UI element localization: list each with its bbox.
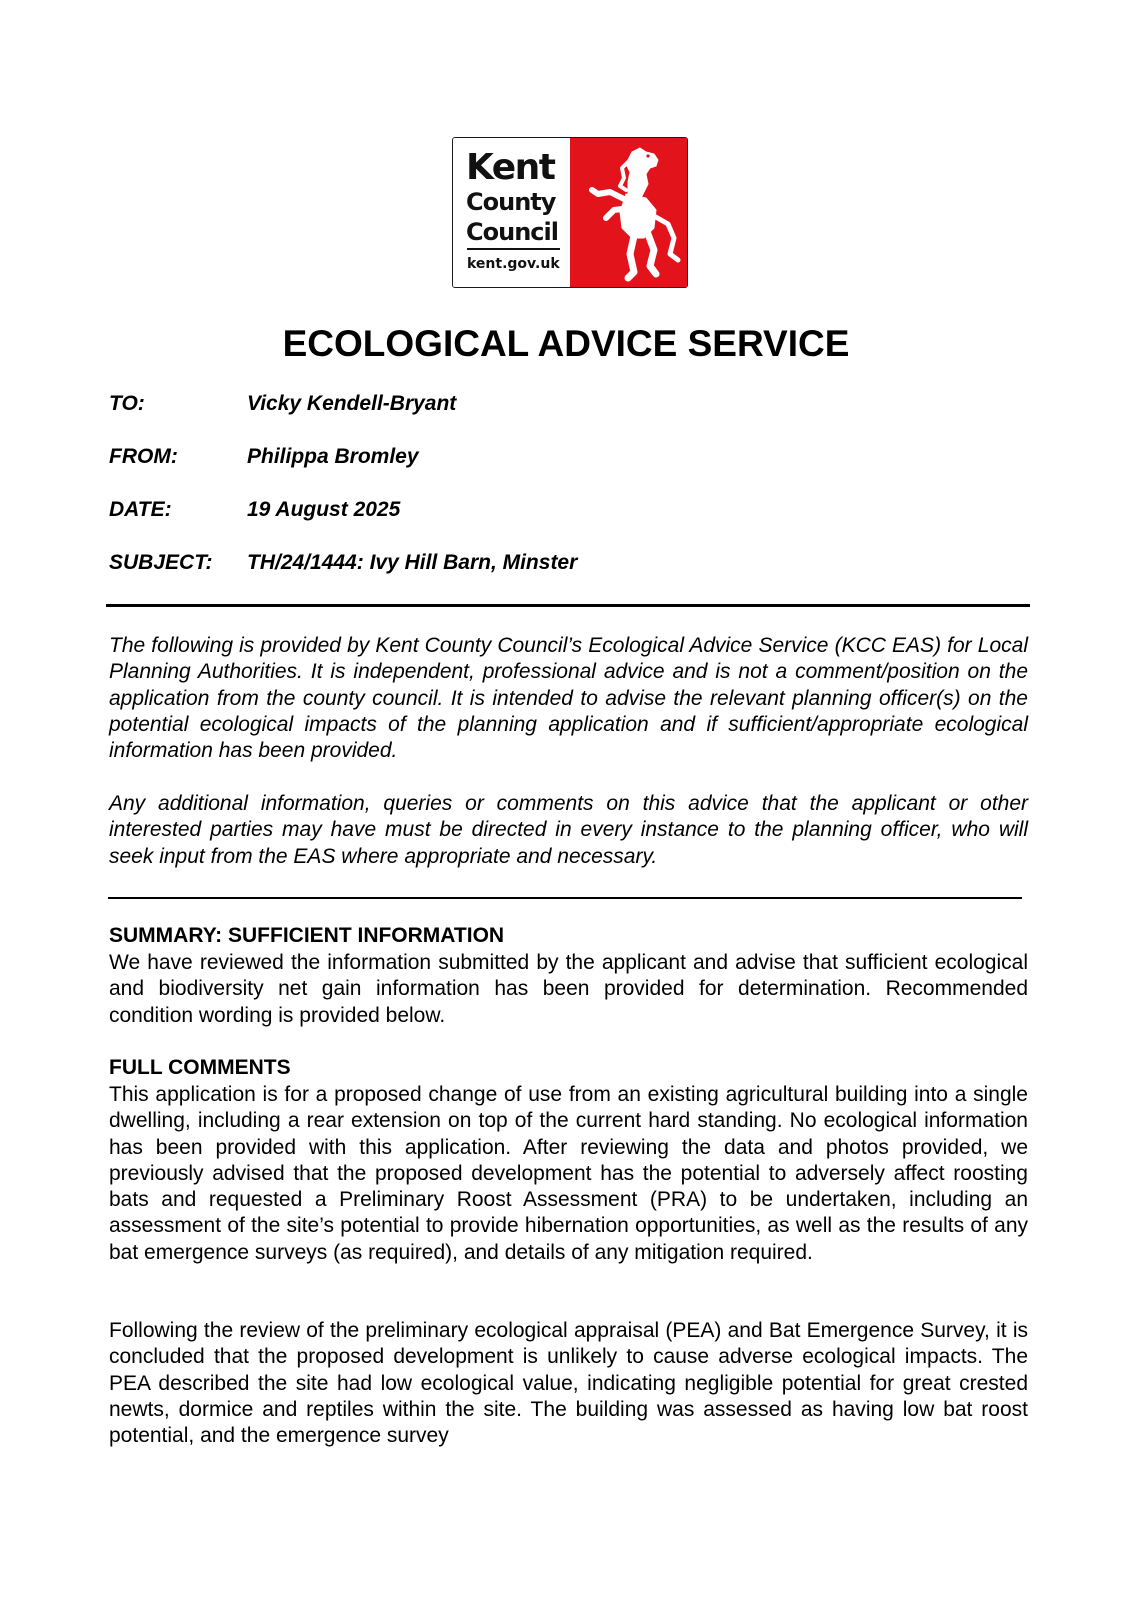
memo-to-label: TO: (109, 392, 145, 415)
logo-line-county: County (466, 188, 556, 216)
memo-to-row (109, 391, 456, 417)
page-title: ECOLOGICAL ADVICE SERVICE (282, 323, 850, 364)
memo-date-value: 19 August 2025 (247, 498, 401, 521)
full-comments-heading: FULL COMMENTS (109, 1056, 291, 1079)
white-horse-icon (570, 138, 688, 288)
summary-text: We have reviewed the information submitted by the applicant and advise that sufficient ecological and biodiversity net gain information has been provided for determination. Recommended condition wording is provided below. (109, 951, 1028, 1027)
header-divider (106, 604, 1030, 607)
logo-wordmark (453, 138, 570, 287)
kent-county-council-logo (452, 137, 688, 288)
memo-subject-value: TH/24/1444: Ivy Hill Barn, Minster (247, 551, 578, 574)
memo-subject-row (109, 550, 577, 576)
summary-heading: SUMMARY: SUFFICIENT INFORMATION (109, 924, 505, 947)
memo-from-row (109, 444, 419, 470)
logo-emblem-panel (570, 138, 687, 287)
disclaimer-divider (108, 897, 1022, 899)
memo-from-value: Philippa Bromley (247, 445, 419, 468)
memo-subject-label: SUBJECT: (109, 551, 213, 574)
memo-date-label: DATE: (109, 498, 172, 521)
disclaimer-paragraph-2: Any additional information, queries or comments on this advice that the applicant or other interested parties may have must be directed in every instance to the planning officer, who will seek input from the EAS where appropriate and necessary. (109, 792, 1028, 868)
disclaimer-paragraph-1: The following is provided by Kent County Council’s Ecological Advice Service (KCC EAS) for Local Planning Authorities. It is independent, professional advice and is not a comment/position on the application from the county council. It is intended to advise the relevant planning officer(s) on the potential ecological impacts of the planning application and if sufficient/appropriate ecological information has been provided. (109, 634, 1028, 763)
full-comments-paragraph-2: Following the review of the preliminary ecological appraisal (PEA) and Bat Emergence Survey, it is concluded that the proposed development is unlikely to cause adverse ecological impacts. The PEA described the site had low ecological value, indicating negligible potential for great crested newts, dormice and reptiles within the site. The building was assessed as having low bat roost potential, and the emergence survey (109, 1319, 1028, 1448)
memo-date-row (109, 497, 400, 523)
full-comments-paragraph-1: This application is for a proposed change of use from an existing agricultural building into a single dwelling, including a rear extension on top of the current hard standing. No ecological information has been provided with this application. After reviewing the data and photos provided, we previously advised that the proposed development has the potential to adversely affect roosting bats and requested a Preliminary Roost Assessment (PRA) to be undertaken, including an assessment of the site’s potential to provide hibernation opportunities, as well as the results of any bat emergence surveys (as required), and details of any mitigation required. (109, 1083, 1028, 1264)
memo-from-label: FROM: (109, 445, 178, 468)
logo-line-kent: Kent (466, 147, 555, 188)
logo-line-council: Council (466, 218, 558, 246)
logo-divider (467, 248, 560, 250)
logo-url: kent.gov.uk (467, 256, 560, 272)
memo-to-value: Vicky Kendell-Bryant (247, 392, 457, 415)
